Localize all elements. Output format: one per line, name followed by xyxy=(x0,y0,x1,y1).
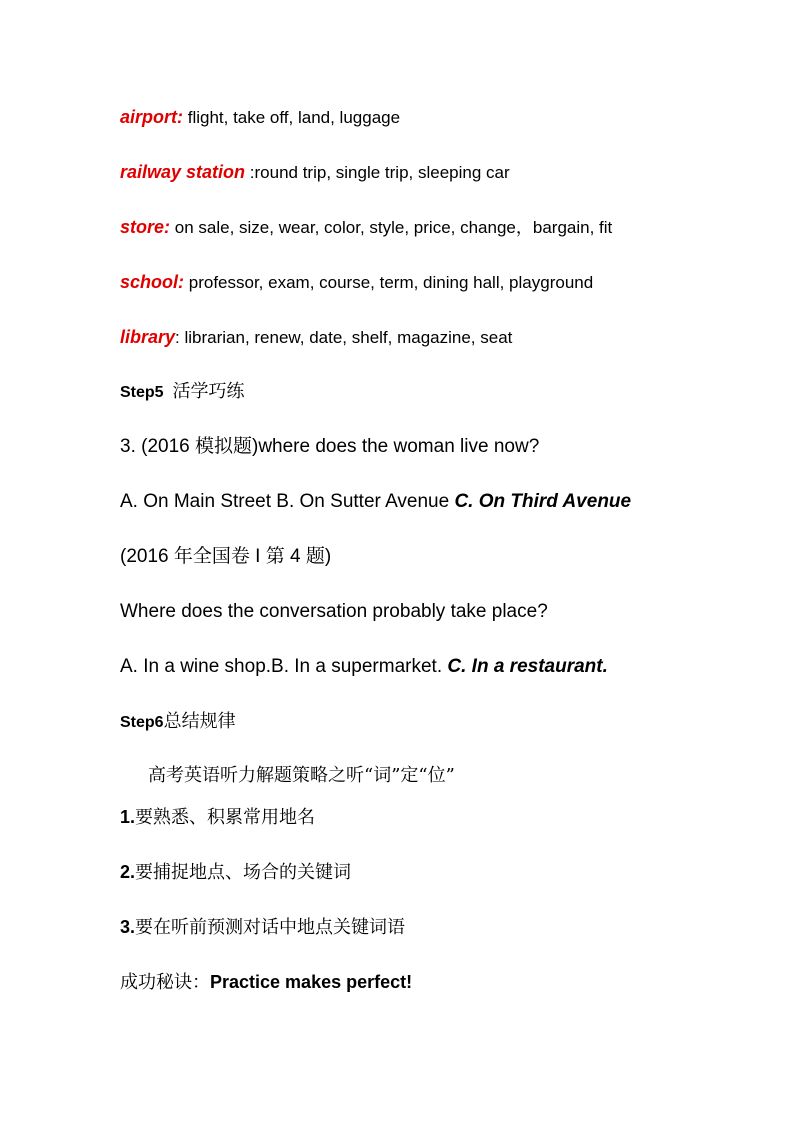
tip-2 xyxy=(120,862,351,884)
step-title: 活学巧练 xyxy=(172,381,245,402)
vocab-line-school xyxy=(120,272,593,294)
vocab-line-store xyxy=(120,217,612,239)
place-keyword: airport: xyxy=(120,107,183,127)
place-keyword: railway station xyxy=(120,162,246,182)
strategy-title: 高考英语听力解题策略之听“词”定“位” xyxy=(148,765,455,786)
question-1: 3. (2016 模拟题)where does the woman live now? xyxy=(120,436,540,457)
step5-heading xyxy=(120,381,244,403)
vocab-words: flight, take off, land, luggage xyxy=(183,108,401,127)
question-1-options xyxy=(120,491,631,514)
motto-text: Practice makes perfect! xyxy=(210,972,413,992)
tip-1 xyxy=(120,807,315,829)
tip-text: 要熟悉、积累常用地名 xyxy=(135,807,316,828)
correct-answer: C. On Third Avenue xyxy=(454,491,632,512)
vocab-line-library xyxy=(120,327,512,349)
step-label: Step6 xyxy=(120,714,164,731)
tip-number: 1. xyxy=(120,807,136,827)
question-2-source: (2016 年全国卷 I 第 4 题) xyxy=(120,546,332,567)
question-2: Where does the conversation probably take place? xyxy=(120,601,548,622)
options-text: A. In a wine shop.B. In a supermarket. xyxy=(120,656,448,677)
step6-heading xyxy=(120,711,236,733)
vocab-words: professor, exam, course, term, dining hall, playground xyxy=(188,273,594,292)
question-2-options xyxy=(120,656,608,679)
options-text: A. On Main Street B. On Sutter Avenue xyxy=(120,491,455,512)
place-keyword: store: xyxy=(120,217,171,237)
correct-answer: C. In a restaurant. xyxy=(447,656,608,677)
step-title: 总结规律 xyxy=(163,711,236,732)
success-motto xyxy=(120,972,412,994)
tip-number: 3. xyxy=(120,917,136,937)
place-keyword: library xyxy=(120,327,176,347)
tip-text: 要捕捉地点、场合的关键词 xyxy=(135,862,352,883)
vocab-words: :round trip, single trip, sleeping car xyxy=(249,163,510,182)
tip-number: 2. xyxy=(120,862,136,882)
vocab-line-railway-station xyxy=(120,162,510,184)
vocab-line-airport xyxy=(120,107,400,129)
vocab-words: on sale, size, wear, color, style, price, change，bargain, fit xyxy=(174,218,613,237)
tip-text: 要在听前预测对话中地点关键词语 xyxy=(135,917,406,938)
motto-label: 成功秘诀： xyxy=(120,972,210,993)
vocab-words: : librarian, renew, date, shelf, magazine, seat xyxy=(175,328,513,347)
place-keyword: school: xyxy=(120,272,185,292)
tip-3 xyxy=(120,917,405,939)
step-label: Step5 xyxy=(120,384,164,401)
